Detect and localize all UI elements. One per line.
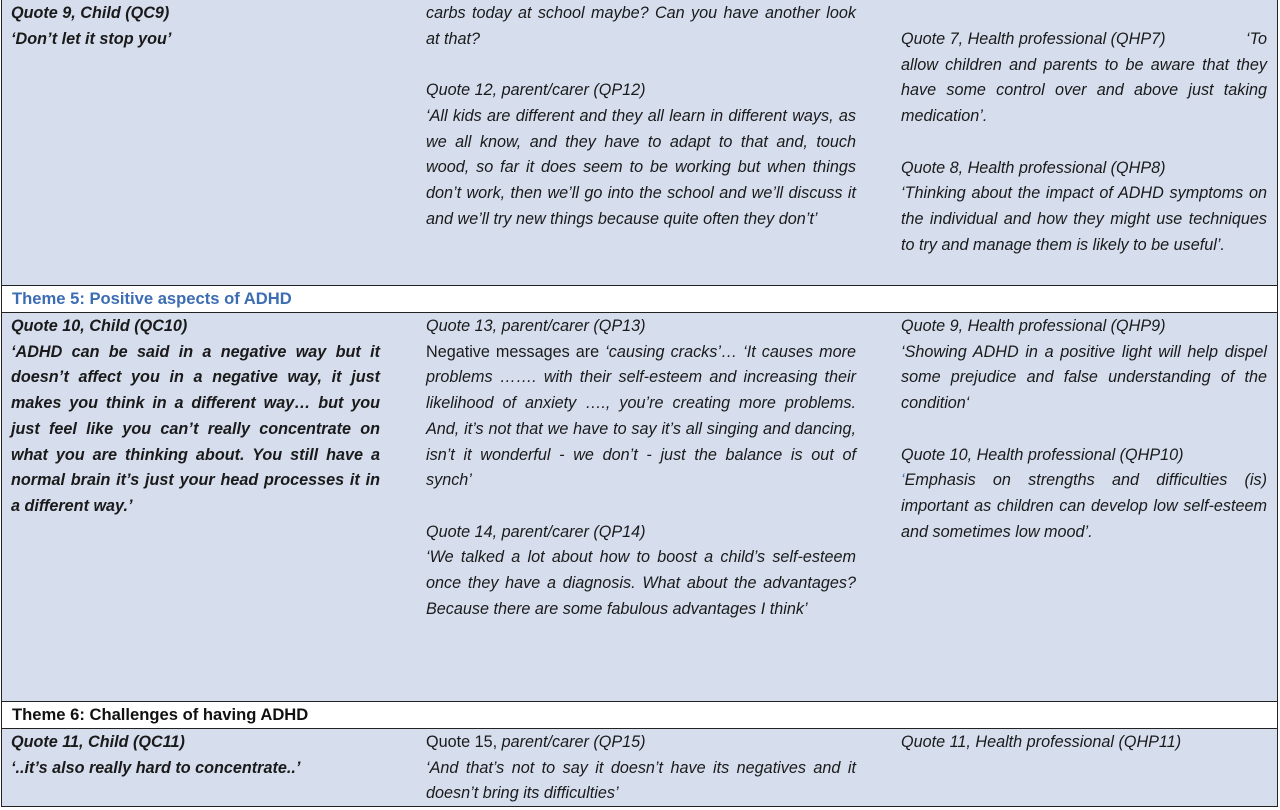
child-quote-qc11 <box>11 730 380 781</box>
quote-text: ‘causing cracks’… ‘It causes more problems ……. with their self-esteem and increasing their likelihood of anxiety …., you’re creating more problems. And, it’s not that we have to say it’s all singing and dancing, isn’t it wonderful - we don’t - just the balance is out of synch’ <box>426 342 856 490</box>
quote-text: ‘ADHD can be said in a negative way but it doesn’t affect you in a negative way, it just makes you think in a different way… but you just feel like you can’t really concentrate on what you are thinking about. You still have a normal brain it’s just your head processes it in a different way.’ <box>11 342 380 515</box>
quote-heading: Quote 10, Health professional (QHP10) <box>901 445 1184 464</box>
quote-heading: Quote 8, Health professional (QHP8) <box>901 158 1166 177</box>
quote-text: allow children and parents to be aware that they have some control over and above just taking medication’. <box>901 55 1267 126</box>
quote-text-block <box>901 468 1267 545</box>
quote-heading: Quote 11, Health professional (QHP11) <box>901 733 1182 751</box>
parent-quotes-row2 <box>426 314 856 622</box>
quote-heading: Quote 10, Child (QC10) <box>11 317 188 335</box>
parent-quotes-row1 <box>426 1 856 232</box>
professional-quotes-row3 <box>901 730 1267 756</box>
child-quote-qc9 <box>11 1 380 52</box>
professional-quotes-row2 <box>901 314 1267 545</box>
child-quote-qc10 <box>11 314 380 520</box>
quote-text: ‘..it’s also really hard to concentrate..’ <box>11 758 301 777</box>
quote-text-block <box>426 340 856 494</box>
theme-title: Theme 5: Positive aspects of ADHD <box>12 289 292 308</box>
theme-6-heading <box>1 701 1278 729</box>
quote-heading-lead: Quote 15, <box>426 733 502 751</box>
quote-heading: parent/carer (QP15) <box>501 733 646 751</box>
quote-heading: Quote 11, Child (QC11) <box>11 733 185 751</box>
theme-title: Theme 6: Challenges of having ADHD <box>12 705 309 724</box>
quote-open: ‘ <box>901 471 905 490</box>
quote-open: ‘To <box>1246 30 1267 48</box>
quote-text: ‘And that’s not to say it doesn’t have its negatives and it doesn’t bring its difficulties’ <box>426 758 856 803</box>
quote-continuation: carbs today at school maybe? Can you have another look at that? <box>426 4 856 48</box>
table-bottom-border <box>1 806 1278 807</box>
quote-heading: Quote 7, Health professional (QHP7) <box>901 30 1166 48</box>
quote-heading-line <box>901 27 1267 53</box>
quote-heading: Quote 9, Child (QC9) <box>11 4 170 22</box>
professional-quotes-row1 <box>901 27 1267 258</box>
quote-text: ‘All kids are different and they all learn in different ways, as we all know, and they have to adapt to that and, touch wood, so far it does seem to be working but when things don’t work, then we’ll go into the school and we’ll discuss it and we’ll try new things because quite often they don’t’ <box>426 106 856 228</box>
quote-lead: Negative messages are <box>426 342 606 361</box>
quote-text: ‘Showing ADHD in a positive light will help dispel some prejudice and false understanding of the condition‘ <box>901 342 1267 413</box>
theme-5-heading <box>1 285 1278 313</box>
parent-quotes-row3 <box>426 730 856 807</box>
quote-heading: Quote 13, parent/carer (QP13) <box>426 317 646 335</box>
quote-heading: Quote 14, parent/carer (QP14) <box>426 522 646 541</box>
quote-text: ‘We talked a lot about how to boost a child’s self-esteem once they have a diagnosis. What about the advantages? Because there are some fabulous advantages I think’ <box>426 548 856 618</box>
quote-heading: Quote 9, Health professional (QHP9) <box>901 317 1166 335</box>
quote-text: ‘Don’t let it stop you’ <box>11 29 172 48</box>
quote-heading-line <box>426 730 856 756</box>
quote-text: Emphasis on strengths and difficulties (is) important as children can develop low self-esteem and sometimes low mood’. <box>901 471 1267 541</box>
quote-heading: Quote 12, parent/carer (QP12) <box>426 81 646 100</box>
quote-text: ‘Thinking about the impact of ADHD symptoms on the individual and how they might use techniques to try and manage them is likely to be useful’. <box>901 184 1267 254</box>
